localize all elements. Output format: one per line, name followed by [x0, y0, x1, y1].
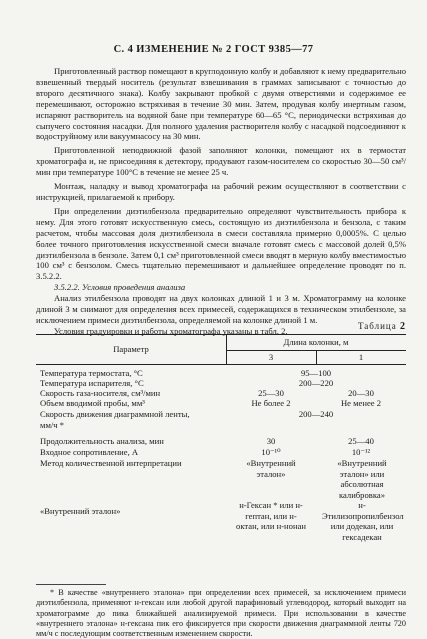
table-cell-param: Скорость газа-носителя, см³/мин — [40, 388, 161, 398]
table-cell-param: Температура термостата, °С — [40, 368, 143, 378]
table-cell-col3: 30 — [266, 436, 276, 446]
table-cell-col3: 10⁻¹⁰ — [261, 447, 281, 457]
table-cell-col1: Не менее 2 — [340, 398, 382, 408]
table-cell-col1: 10⁻¹² — [351, 447, 371, 457]
table-cell-col3: 25—30 — [258, 388, 284, 398]
table-header-col3: 3 — [268, 352, 274, 362]
table-cell-col3: Не более 2 — [251, 398, 291, 408]
table-header-length: Длина колонки, м — [283, 337, 349, 347]
paragraph: Монтаж, наладку и вывод хроматографа на рабочий режим осуществляют в соответствии с инструкцией, прилагаемой к прибору. — [36, 181, 406, 202]
paragraph: Анализ этилбензола проводят на двух колонках длиной 1 и 3 м. Хроматограмму на колонке длиной 3 м снимают для определения всех примесей, содержащихся в техническом этилбензоле, за исключением примеси диэтилбензола, определяемой на колонке длиной 1 м. — [36, 293, 406, 325]
conditions-table — [36, 334, 406, 582]
table-cell-param: Объем вводимой пробы, мм³ — [40, 398, 145, 408]
table-head-rule — [36, 364, 406, 365]
table-cell-param: Скорость движения диаграммной ленты, мм/ч * — [40, 409, 190, 430]
table-cell-col3: «Внутренний эталон» — [246, 458, 296, 479]
table-cell-param: Метод количественной интерпретации — [40, 458, 182, 468]
section-title: 3.5.2.2. Условия проведения анализа — [54, 282, 186, 293]
paragraph: Условия градуировки и работы хроматографа указаны в табл. 2. — [54, 325, 288, 336]
table-number: 2 — [400, 321, 405, 332]
table-cell-col1: 20—30 — [348, 388, 374, 398]
table-cell-both: 200—220 — [298, 378, 334, 388]
table-cell-col1: 25—40 — [348, 436, 374, 446]
table-cell-both: 95—100 — [300, 368, 332, 378]
table-top-rule — [36, 334, 406, 335]
table-cell-param: Продолжительность анализа, мин — [40, 436, 164, 446]
paragraph: Приготовленный раствор помещают в круглодонную колбу и добавляют к нему предварительно взвешенный твердый носитель (результат взвешивания в граммах записывают с точностью до второго десятичного знака). Колбу закрывают пробкой с двумя отверстиями и содержимое ее перемешивают, осторожно встряхивая в течение 30 мин. Затем, продувая колбу инертным газом, испаряют растворитель на водяной бане при температуре 60—65 °С, периодически встряхивая до сыпучего состояния насадки. Для полного удаления растворителя колбу с насадкой подсоединяют к водоструйному или вакуумнасосу на 30 мин. — [36, 66, 406, 142]
table-cell-col3: н-Гексан * или н-гептан, или н-октан, или н-нонан — [236, 500, 306, 532]
table-cell-both: 200—240 — [298, 409, 334, 419]
table-header-col1: 1 — [358, 352, 364, 362]
table-caption-label: Таблица — [358, 321, 397, 331]
table-cell-col1: н-Этилизопропилбензол или додекан, или гексадекан — [322, 500, 404, 542]
footnote-rule — [36, 584, 106, 585]
footnote: * В качестве «внутреннего эталона» при определении всех примесей, за исключением примеси диэтилбензола, применяют н-гексан или любой другой парафиновый углеводород, который выходит на хроматограмме до пика ближайшей анализируемой примеси. При использовании в качестве «внутреннего эталона» н-гексана пик его фиксируется при скорости движения диаграммной ленты 720 мм/ч с последующим соответственным изменением скорости. — [36, 588, 406, 639]
table-cell-param: «Внутренний эталон» — [40, 506, 121, 516]
paragraph: Приготовленной неподвижной фазой заполняют колонки, помещают их в термостат хроматографа и, не присоединяя к детектору, продувают газом-носителем со скоростью 30—50 см³/мин при температуре 100°С в течение не менее 25 ч. — [36, 145, 406, 178]
body-text — [36, 66, 406, 337]
table-cell-col1: «Внутренний эталон» или абсолютная калибровка» — [337, 458, 387, 500]
table-cell-param: Входное сопротивление, А — [40, 447, 139, 457]
table-cell-param: Температура испарителя, °С — [40, 378, 144, 388]
table-header-param: Параметр — [113, 344, 149, 354]
table-caption — [358, 321, 405, 332]
paragraph: При определении диэтилбензола предварительно определяют чувствительность прибора к нему. Для этого готовят искусственную смесь, состоящую из диэтилбензола и бензола, с таким расчетом, чтобы массовая доля диэтилбензола в смеси составляла примерно 0,0005%. С целью более точного приготовления искусственной смеси вначале готовят смесь с массовой долей 0,5% диэтилбензола в бензоле. Затем 0,1 см³ приготовленной смеси вводят в мерную колбу вместимостью 100 см³ с бензолом. Смесь тщательно перемешивают и дальнейшее определение проводят по п. 3.5.2.2. — [36, 205, 406, 282]
page-header: С. 4 ИЗМЕНЕНИЕ № 2 ГОСТ 9385—77 — [113, 44, 314, 55]
